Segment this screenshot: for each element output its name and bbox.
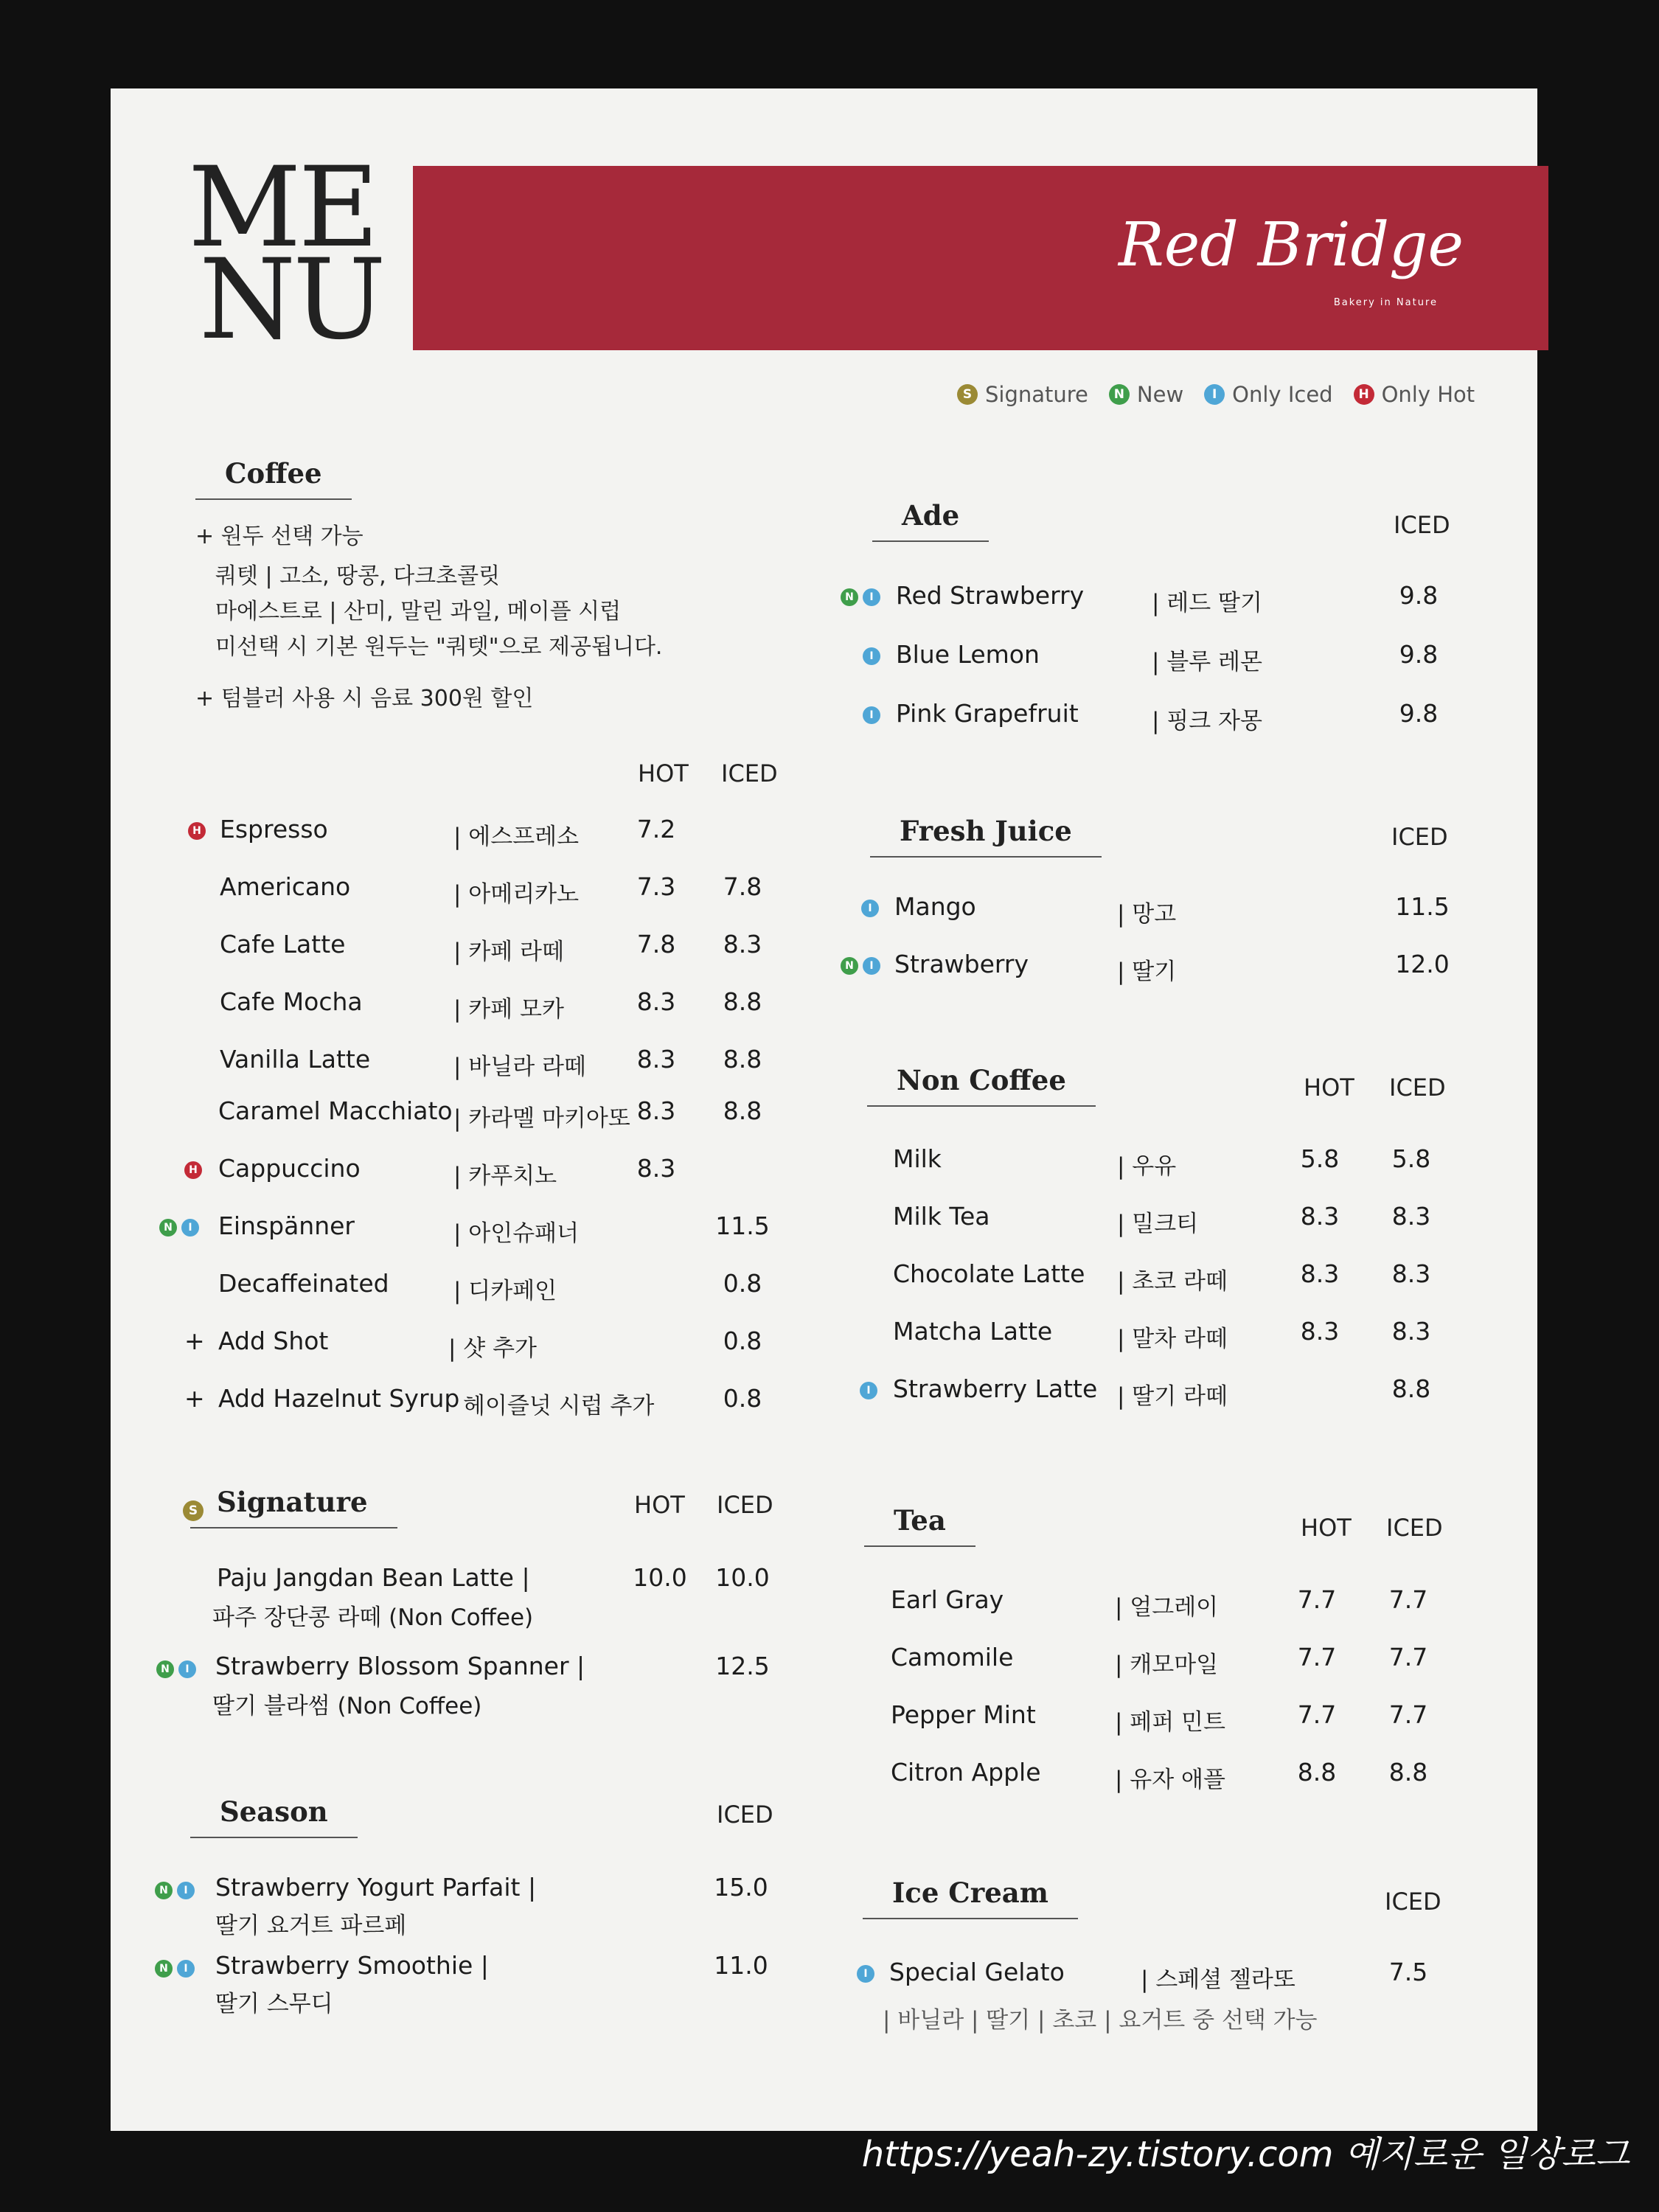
item-korean: | 망고 <box>1117 901 1177 928</box>
item-iced-price: 0.8 <box>723 1326 762 1355</box>
ade-section-title: Ade <box>872 499 989 542</box>
item-name: Vanilla Latte <box>220 1045 371 1074</box>
item-korean: | 밀크티 <box>1117 1211 1199 1237</box>
item-name: Mango <box>894 892 976 921</box>
item-iced-price: 9.8 <box>1399 699 1439 728</box>
menu-item <box>111 1045 774 1079</box>
item-name: Earl Gray <box>891 1585 1004 1614</box>
item-name: Americano <box>220 872 351 901</box>
item-iced-price: 15.0 <box>714 1873 768 1902</box>
item-name: Decaffeinated <box>218 1269 389 1298</box>
item-name: Cafe Latte <box>220 930 346 959</box>
coffee-note: 마에스트로 | 산미, 말린 과일, 메이플 시럽 <box>215 599 622 625</box>
item-korean: | 유자 애플 <box>1115 1767 1225 1793</box>
item-korean: | 샷 추가 <box>448 1335 537 1362</box>
item-korean: 딸기 스무디 <box>215 1991 333 2017</box>
item-name: Cafe Mocha <box>220 987 363 1016</box>
item-name: Pink Grapefruit <box>896 699 1079 728</box>
item-iced-price: 8.8 <box>723 987 762 1016</box>
signature-hot-header: HOT <box>634 1491 685 1519</box>
menu-item <box>811 1585 1512 1619</box>
coffee-note: 미선택 시 기본 원두는 "쿼텟"으로 제공됩니다. <box>215 634 663 660</box>
menu-item <box>811 892 1512 926</box>
item-name: Caramel Macchiato <box>218 1096 453 1125</box>
iced-badge-icon: I <box>177 1960 195 1978</box>
hot-badge-icon: H <box>188 822 206 840</box>
item-hot-price: 8.3 <box>636 1154 676 1183</box>
item-korean: | 아인슈패너 <box>453 1220 580 1247</box>
item-iced-price: 8.3 <box>1391 1259 1431 1288</box>
iced-badge-icon: I <box>177 1882 195 1899</box>
item-korean: | 아메리카노 <box>453 881 580 908</box>
item-iced-price: 8.3 <box>1391 1317 1431 1346</box>
tea-section-title: Tea <box>864 1504 975 1547</box>
item-iced-price: 8.8 <box>723 1096 762 1125</box>
item-iced-price: 9.8 <box>1399 581 1439 610</box>
menu-item <box>811 1374 1512 1408</box>
item-name: Strawberry Latte <box>893 1374 1098 1403</box>
add-prefix: + <box>184 1326 205 1355</box>
signature-section-title: Signature <box>190 1486 397 1528</box>
item-iced-price: 8.3 <box>1391 1202 1431 1231</box>
iced-badge-icon: I <box>861 900 879 917</box>
iced-badge-icon: I <box>178 1660 196 1678</box>
item-name: Strawberry Smoothie | <box>215 1951 489 1980</box>
item-iced-price: 8.8 <box>723 1045 762 1074</box>
menu-item <box>111 872 774 906</box>
menu-item <box>111 1873 774 1944</box>
item-korean: | 캐모마일 <box>1115 1652 1219 1678</box>
coffee-hot-header: HOT <box>638 759 689 787</box>
noncoffee-iced-header: ICED <box>1389 1074 1446 1102</box>
iced-badge-icon: I <box>181 1219 199 1237</box>
item-hot-price: 8.3 <box>636 1096 676 1125</box>
item-iced-price: 7.7 <box>1388 1585 1428 1614</box>
hot-badge-icon: H <box>184 1161 202 1179</box>
iced-badge-icon: I <box>863 588 880 606</box>
signature-badge-icon: S <box>957 384 978 405</box>
coffee-note: + 텀블러 사용 시 음료 300원 할인 <box>195 686 534 712</box>
menu-item <box>111 1951 774 2022</box>
item-name: Cappuccino <box>218 1154 361 1183</box>
icecream-iced-header: ICED <box>1385 1888 1441 1916</box>
item-hot-price: 8.3 <box>1300 1259 1340 1288</box>
item-korean: 딸기 요거트 파르페 <box>215 1913 407 1939</box>
item-iced-price: 7.8 <box>723 872 762 901</box>
menu-item <box>811 950 1512 984</box>
item-hot-price: 7.7 <box>1297 1700 1337 1729</box>
signature-badge-icon: S <box>183 1500 204 1521</box>
item-korean: | 페퍼 민트 <box>1115 1709 1225 1736</box>
legend-signature: S Signature <box>957 382 1088 407</box>
item-korean: | 딸기 라떼 <box>1117 1383 1228 1410</box>
item-name: Strawberry Blossom Spanner | <box>215 1652 585 1680</box>
juice-iced-header: ICED <box>1391 823 1448 851</box>
menu-item <box>811 1144 1512 1178</box>
item-iced-price: 0.8 <box>723 1384 762 1413</box>
coffee-note: + 원두 선택 가능 <box>195 524 364 549</box>
brand-banner <box>413 166 1548 350</box>
iced-badge-icon: I <box>860 1382 877 1399</box>
new-badge-icon: N <box>155 1882 173 1899</box>
item-name: Milk Tea <box>893 1202 990 1231</box>
menu-item <box>111 1154 774 1188</box>
menu-item <box>111 1326 774 1360</box>
item-name: Matcha Latte <box>893 1317 1053 1346</box>
item-korean: | 초코 라떼 <box>1117 1268 1228 1295</box>
menu-item <box>811 581 1512 615</box>
new-badge-icon: N <box>155 1960 173 1978</box>
new-badge-icon: N <box>1109 384 1130 405</box>
iced-badge-icon: I <box>863 706 880 724</box>
menu-item <box>111 987 774 1021</box>
season-section-title: Season <box>190 1795 358 1838</box>
menu-title-line2: NU <box>199 236 383 364</box>
menu-item <box>111 815 774 849</box>
item-iced-price: 5.8 <box>1391 1144 1431 1173</box>
item-korean: | 카푸치노 <box>453 1163 557 1189</box>
tea-hot-header: HOT <box>1301 1514 1352 1542</box>
new-badge-icon: N <box>841 588 858 606</box>
menu-item <box>811 1317 1512 1351</box>
item-korean: | 우유 <box>1117 1153 1177 1180</box>
season-iced-header: ICED <box>717 1801 773 1829</box>
item-iced-price: 7.7 <box>1388 1643 1428 1672</box>
item-name: Blue Lemon <box>896 640 1040 669</box>
legend-only-iced: I Only Iced <box>1204 382 1332 407</box>
item-name: Paju Jangdan Bean Latte | <box>217 1563 530 1592</box>
item-korean: | 핑크 자몽 <box>1152 708 1262 734</box>
item-iced-price: 7.7 <box>1388 1700 1428 1729</box>
item-korean: | 디카페인 <box>453 1278 557 1304</box>
new-badge-icon: N <box>156 1660 174 1678</box>
item-name: Add Shot <box>218 1326 329 1355</box>
item-iced-price: 8.8 <box>1391 1374 1431 1403</box>
item-korean: | 얼그레이 <box>1115 1594 1219 1621</box>
icecream-section-title: Ice Cream <box>863 1877 1078 1919</box>
item-hot-price: 7.8 <box>636 930 676 959</box>
item-korean: 헤이즐넛 시럽 추가 <box>463 1393 655 1419</box>
menu-item <box>811 640 1512 674</box>
menu-sheet <box>111 88 1537 2131</box>
item-korean: | 말차 라떼 <box>1117 1326 1228 1352</box>
item-korean: | 블루 레몬 <box>1152 649 1262 675</box>
menu-item <box>811 1758 1512 1792</box>
item-korean: 파주 장단콩 라떼 (Non Coffee) <box>212 1604 534 1631</box>
item-iced-price: 10.0 <box>715 1563 770 1592</box>
brand-tagline: Bakery in Nature <box>1333 297 1438 308</box>
gelato-flavor-options: | 바닐라 | 딸기 | 초코 | 요거트 중 선택 가능 <box>883 2007 1318 2034</box>
item-name: Strawberry <box>894 950 1029 978</box>
item-iced-price: 0.8 <box>723 1269 762 1298</box>
item-name: Red Strawberry <box>896 581 1085 610</box>
item-korean: | 카페 라떼 <box>453 939 564 965</box>
item-iced-price: 8.3 <box>723 930 762 959</box>
menu-item <box>111 1269 774 1303</box>
item-name: Add Hazelnut Syrup <box>218 1384 460 1413</box>
item-iced-price: 11.5 <box>715 1211 770 1240</box>
item-korean: | 바닐라 라떼 <box>453 1054 586 1080</box>
signature-iced-header: ICED <box>717 1491 773 1519</box>
item-iced-price: 9.8 <box>1399 640 1439 669</box>
menu-item <box>111 1211 774 1245</box>
iced-badge-icon: I <box>1204 384 1225 405</box>
item-name: Milk <box>893 1144 942 1173</box>
menu-title-line1: ME <box>188 144 377 272</box>
noncoffee-hot-header: HOT <box>1304 1074 1354 1102</box>
menu-item <box>811 1259 1512 1293</box>
item-iced-price: 12.0 <box>1395 950 1450 978</box>
item-korean: | 레드 딸기 <box>1152 590 1262 616</box>
item-hot-price: 10.0 <box>633 1563 687 1592</box>
ade-iced-header: ICED <box>1394 511 1450 539</box>
new-badge-icon: N <box>841 957 858 975</box>
brand-logo: Red Bridge <box>1118 210 1464 280</box>
iced-badge-icon: I <box>857 1965 874 1983</box>
menu-item <box>111 1096 774 1130</box>
item-iced-price: 8.8 <box>1388 1758 1428 1787</box>
item-name: Camomile <box>891 1643 1014 1672</box>
menu-item <box>811 1643 1512 1677</box>
coffee-note: 쿼텟 | 고소, 땅콩, 다크초콜릿 <box>215 563 501 589</box>
item-name: Chocolate Latte <box>893 1259 1085 1288</box>
iced-badge-icon: I <box>863 957 880 975</box>
coffee-iced-header: ICED <box>721 759 778 787</box>
menu-item <box>111 930 774 964</box>
legend-new: N New <box>1109 382 1183 407</box>
item-korean: | 카라멜 마키아또 <box>453 1105 630 1132</box>
tea-iced-header: ICED <box>1386 1514 1443 1542</box>
menu-item <box>811 1202 1512 1236</box>
menu-item <box>111 1652 774 1722</box>
blog-watermark: https://yeah-zy.tistory.com 예지로운 일상로그 <box>861 2134 1630 2175</box>
item-korean: | 딸기 <box>1117 959 1177 985</box>
item-name: Citron Apple <box>891 1758 1041 1787</box>
item-name: Pepper Mint <box>891 1700 1036 1729</box>
hot-badge-icon: H <box>1354 384 1374 405</box>
item-name: Special Gelato <box>889 1958 1065 1986</box>
item-hot-price: 8.3 <box>1300 1317 1340 1346</box>
item-hot-price: 8.8 <box>1297 1758 1337 1787</box>
item-name: Strawberry Yogurt Parfait | <box>215 1873 537 1902</box>
item-korean: 딸기 블라썸 (Non Coffee) <box>212 1693 482 1719</box>
item-hot-price: 7.7 <box>1297 1585 1337 1614</box>
item-hot-price: 7.7 <box>1297 1643 1337 1672</box>
juice-section-title: Fresh Juice <box>870 815 1102 858</box>
menu-item <box>111 1563 774 1634</box>
item-hot-price: 8.3 <box>636 987 676 1016</box>
item-korean: | 스페셜 젤라또 <box>1141 1966 1295 1993</box>
item-iced-price: 11.5 <box>1395 892 1450 921</box>
noncoffee-section-title: Non Coffee <box>867 1064 1096 1107</box>
legend <box>957 382 1495 407</box>
item-hot-price: 5.8 <box>1300 1144 1340 1173</box>
item-hot-price: 8.3 <box>636 1045 676 1074</box>
item-korean: | 에스프레소 <box>453 824 580 850</box>
coffee-section-title: Coffee <box>195 457 352 500</box>
item-hot-price: 8.3 <box>1300 1202 1340 1231</box>
menu-item <box>811 1958 1512 1992</box>
add-prefix: + <box>184 1384 205 1413</box>
item-korean: | 카페 모카 <box>453 996 564 1023</box>
iced-badge-icon: I <box>863 647 880 665</box>
menu-item <box>811 699 1512 733</box>
item-name: Espresso <box>220 815 328 844</box>
item-hot-price: 7.3 <box>636 872 676 901</box>
new-badge-icon: N <box>159 1219 177 1237</box>
legend-only-hot: H Only Hot <box>1354 382 1475 407</box>
item-hot-price: 7.2 <box>636 815 676 844</box>
item-iced-price: 7.5 <box>1388 1958 1428 1986</box>
menu-item <box>111 1384 774 1418</box>
menu-item <box>811 1700 1512 1734</box>
item-name: Einspänner <box>218 1211 355 1240</box>
item-iced-price: 11.0 <box>714 1951 768 1980</box>
item-iced-price: 12.5 <box>715 1652 770 1680</box>
